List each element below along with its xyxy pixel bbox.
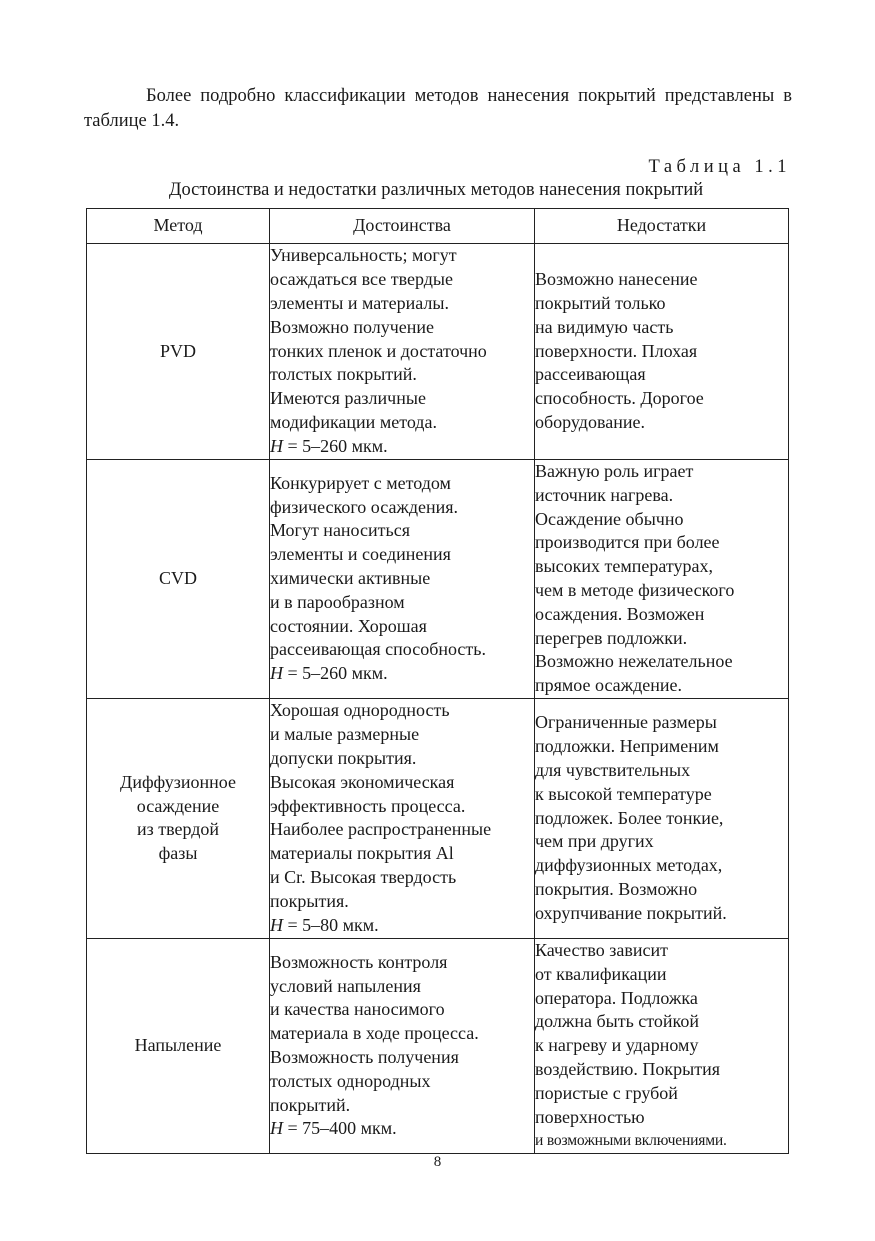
text-line: производится при более [535, 532, 720, 553]
advantages-cell [270, 460, 535, 699]
text-line: Хорошая однородность [270, 700, 450, 721]
disadvantages-cell [535, 460, 789, 699]
coating-methods-table [86, 208, 789, 1154]
text-line: Возможно нанесение [535, 269, 698, 290]
text-line: оборудование. [535, 411, 645, 432]
text-line: от квалификации [535, 963, 667, 984]
header-method: Метод [87, 209, 270, 244]
text-line: толстых покрытий. [270, 364, 417, 385]
text-line: Осаждение обычно [535, 508, 684, 529]
header-disadvantages: Недостатки [535, 209, 789, 244]
text-line: подложки. Неприменим [535, 736, 719, 757]
text-line: эффективность процесса. [270, 795, 466, 816]
text-line: Имеются различные [270, 388, 426, 409]
text-line: Возможно получение [270, 316, 435, 337]
text-line: элементы и соединения [270, 544, 451, 565]
text-line: материала в ходе процесса. [270, 1023, 479, 1044]
text-line: Конкурирует с методом [270, 472, 451, 493]
text-line: чем при других [535, 831, 654, 852]
text-line: Возможность контроля [270, 951, 448, 972]
text-line: модификации метода. [270, 411, 437, 432]
text-line: рассеивающая способность. [270, 639, 486, 660]
text-line: допуски покрытия. [270, 748, 417, 769]
text-line: Качество зависит [535, 939, 668, 960]
advantages-cell [270, 698, 535, 938]
text-line: высоких температурах, [535, 556, 713, 577]
text-line: H = 5–80 мкм. [270, 914, 379, 935]
text-line: к высокой температуре [535, 783, 712, 804]
text-line: осаждения. Возможен [535, 603, 705, 624]
method-line: из твердой [136, 819, 220, 840]
text-line: состоянии. Хорошая [270, 615, 427, 636]
text-line: чем в методе физического [535, 579, 735, 600]
method-cell [87, 244, 270, 460]
method-line: Напыление [134, 1035, 222, 1056]
text-line: на видимую часть [535, 316, 674, 337]
method-line: фазы [158, 843, 198, 864]
method-line: CVD [158, 568, 197, 589]
text-line: пористые с грубой [535, 1082, 678, 1103]
table-header-row [87, 209, 789, 244]
text-line: материалы покрытия Al [270, 843, 454, 864]
page-number: 8 [433, 1154, 442, 1170]
text-line: Универсальность; могут [270, 245, 457, 266]
text-line: оператора. Подложка [535, 987, 698, 1008]
text-line: и возможными включениями. [535, 1132, 727, 1150]
table-row [87, 460, 789, 699]
text-line: Высокая экономическая [270, 771, 455, 792]
text-line: Могут наноситься [270, 520, 410, 541]
text-line: покрытий только [535, 293, 666, 313]
text-line: химически активные [270, 568, 431, 589]
text-line: H = 5–260 мкм. [270, 663, 388, 684]
method-cell [87, 460, 270, 699]
text-line: и в парообразном [270, 591, 405, 612]
text-line: способность. Дорогое [535, 388, 704, 409]
text-line: осаждаться все твердые [270, 269, 453, 290]
method-cell [87, 698, 270, 938]
text-line: к нагреву и ударному [535, 1035, 699, 1056]
disadvantages-cell [535, 938, 789, 1153]
table-row [87, 698, 789, 938]
text-line: и Cr. Высокая твердость [270, 867, 457, 888]
text-line: Важную роль играет [535, 461, 694, 481]
disadvantages-cell [535, 244, 789, 460]
text-line: должна быть стойкой [535, 1011, 700, 1032]
table-row [87, 938, 789, 1153]
text-line: покрытий. [270, 1094, 351, 1115]
text-line: Ограниченные размеры [535, 712, 717, 733]
text-line: и качества наносимого [270, 999, 445, 1020]
text-line: диффузионных методах, [535, 855, 723, 876]
text-line: покрытия. [270, 890, 349, 911]
disadvantages-cell [535, 698, 789, 938]
text-line: воздействию. Покрытия [535, 1058, 720, 1079]
text-line: Возможно нежелательное [535, 651, 733, 672]
intro-paragraph: Более подробно классификации методов нанесения покрытий представлены в таблице 1.4. [84, 86, 792, 131]
text-line: источник нагрева. [535, 484, 674, 505]
advantages-cell [270, 938, 535, 1153]
method-line: Диффузионное [120, 771, 236, 792]
text-line: охрупчивание покрытий. [535, 902, 727, 923]
table-row [87, 244, 789, 460]
method-line: осаждение [136, 795, 220, 816]
text-line: физического осаждения. [270, 496, 459, 517]
text-line: рассеивающая [535, 364, 646, 385]
text-line: H = 5–260 мкм. [270, 435, 388, 456]
text-line: Возможность получения [270, 1047, 459, 1068]
text-line: прямое осаждение. [535, 675, 682, 696]
header-advantages: Достоинства [270, 209, 535, 244]
text-line: толстых однородных [270, 1070, 431, 1091]
text-line: для чувствительных [535, 759, 691, 780]
text-line: элементы и материалы. [270, 293, 449, 313]
advantages-cell [270, 244, 535, 460]
text-line: и малые размерные [270, 724, 420, 745]
text-line: поверхностью [535, 1106, 645, 1127]
text-line: Наиболее распространенные [270, 819, 492, 840]
text-line: поверхности. Плохая [535, 340, 698, 361]
table-number: Таблица 1.1 [648, 157, 791, 177]
text-line: H = 75–400 мкм. [270, 1118, 397, 1139]
text-line: тонких пленок и достаточно [270, 340, 487, 361]
text-line: подложек. Более тонкие, [535, 807, 724, 828]
method-line: PVD [159, 340, 196, 361]
text-line: условий напыления [270, 975, 421, 996]
text-line: перегрев подложки. [535, 627, 688, 648]
table-caption: Достоинства и недостатки различных методов нанесения покрытий [168, 180, 704, 200]
method-cell [87, 938, 270, 1153]
text-line: покрытия. Возможно [535, 878, 698, 899]
